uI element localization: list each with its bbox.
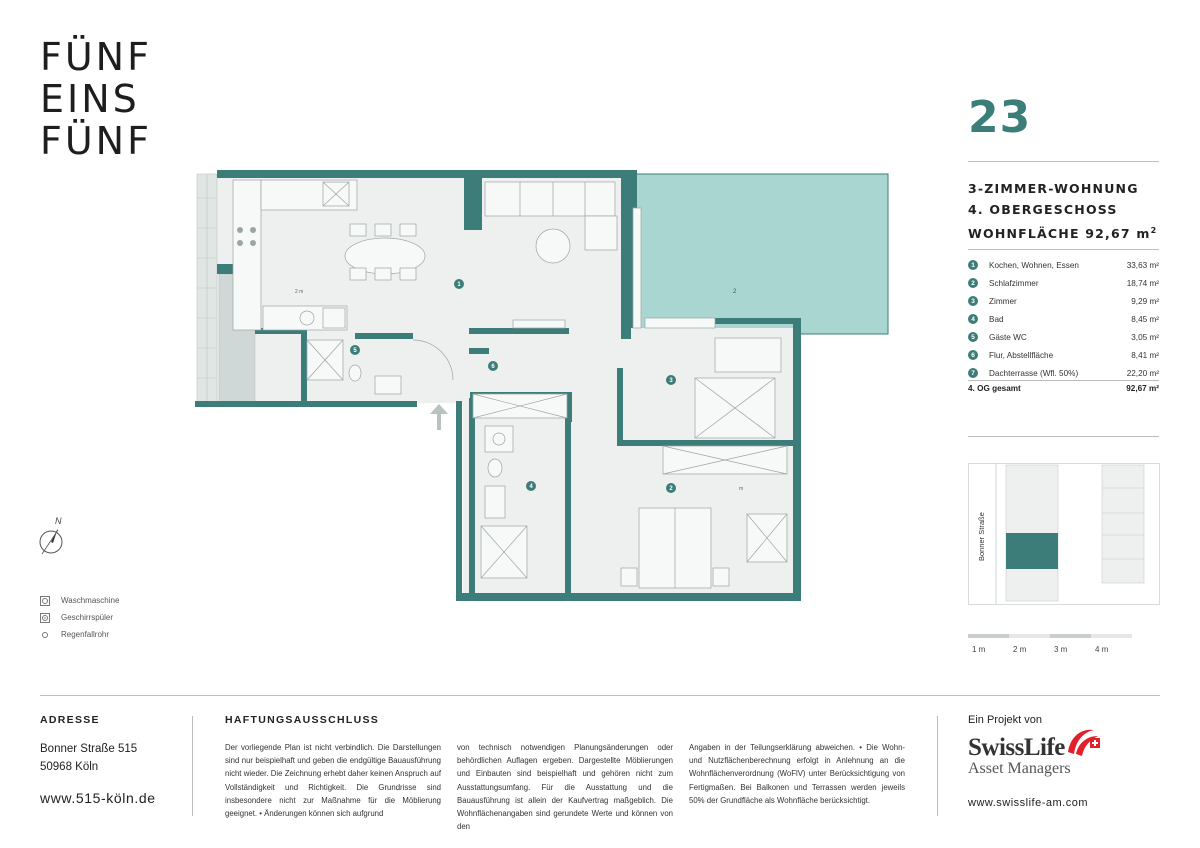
address-block — [40, 740, 137, 776]
room-number-badge: 2 — [968, 278, 978, 288]
divider — [968, 161, 1159, 162]
divider — [968, 249, 1159, 250]
address-heading: ADRESSE — [40, 714, 100, 726]
terrace-area — [635, 174, 888, 334]
unit-area — [968, 220, 1157, 244]
unit-area-sup: 2 — [1150, 226, 1158, 235]
logo-line-2: EINS — [40, 77, 140, 121]
swisslife-logo-icon — [1064, 724, 1102, 758]
room-area: 8,45 m² — [1131, 314, 1159, 324]
unit-area-text: WOHNFLÄCHE 92,67 m — [968, 226, 1151, 242]
swisslife-website-link[interactable]: www.swisslife-am.com — [968, 797, 1089, 809]
room-name: Zimmer — [989, 296, 1017, 306]
washing-machine-icon — [40, 596, 50, 606]
room-row — [968, 256, 1159, 274]
site-plan — [968, 463, 1160, 605]
brand-logo — [40, 36, 152, 162]
room-area: 18,74 m² — [1126, 278, 1159, 288]
room-number-badge: 7 — [968, 368, 978, 378]
legend — [40, 592, 119, 643]
room-name: Schlafzimmer — [989, 278, 1039, 288]
total-area: 92,67 m² — [1126, 384, 1159, 393]
room-name: Bad — [989, 314, 1004, 324]
divider — [192, 716, 193, 816]
unit-number: 23 — [968, 92, 1032, 143]
room-area: 22,20 m² — [1126, 368, 1159, 378]
plan-room-5: 5 — [353, 348, 357, 354]
room-number-badge: 3 — [968, 296, 978, 306]
divider — [937, 716, 938, 816]
terrace-label: 2 — [733, 289, 737, 295]
compass-icon — [36, 514, 70, 558]
plan-room-3: 3 — [669, 378, 673, 384]
scale-label: 4 m — [1095, 645, 1109, 654]
total-label: 4. OG gesamt — [968, 384, 1021, 393]
scale-label: 1 m — [972, 645, 986, 654]
disclaimer-heading: HAFTUNGSAUSSCHLUSS — [225, 714, 380, 726]
scale-label: 3 m — [1054, 645, 1068, 654]
room-row — [968, 346, 1159, 364]
legend-item — [40, 592, 119, 609]
legend-item — [40, 626, 119, 643]
room-area: 9,29 m² — [1131, 296, 1159, 306]
compass-north: N — [55, 516, 62, 526]
legend-item — [40, 609, 119, 626]
plan-room-6: 6 — [491, 364, 495, 370]
legend-label: Waschmaschine — [61, 596, 120, 605]
plan-room-2: 2 — [669, 486, 673, 492]
scale-bar — [968, 634, 1136, 654]
room-name: Flur, Abstellfläche — [989, 350, 1054, 360]
room-name: Dachterrasse (Wfl. 50%) — [989, 368, 1079, 378]
divider — [968, 436, 1159, 437]
room-number-badge: 5 — [968, 332, 978, 342]
room-name: Kochen, Wohnen, Essen — [989, 260, 1079, 270]
total-row — [968, 384, 1159, 393]
plan-room-1: 1 — [457, 282, 461, 288]
unit-floor: 4. OBERGESCHOSS — [968, 202, 1118, 217]
dimension-label: m — [739, 486, 744, 492]
dishwasher-icon — [40, 613, 50, 623]
footer-divider — [40, 695, 1160, 696]
unit-type: 3-ZIMMER-WOHNUNG — [968, 181, 1139, 196]
divider — [968, 380, 1159, 381]
floor-plan — [195, 168, 895, 602]
room-name: Gäste WC — [989, 332, 1027, 342]
room-row — [968, 310, 1159, 328]
legend-label: Regenfallrohr — [61, 630, 110, 639]
room-area: 8,41 m² — [1131, 350, 1159, 360]
room-area: 33,63 m² — [1126, 260, 1159, 270]
room-number-badge: 4 — [968, 314, 978, 324]
plan-room-4: 4 — [529, 484, 533, 490]
disclaimer-col-2: von technisch notwendigen Planungsänderungen oder behördlichen Auflagen ergeben. Dargestellte Möblierungen und Einbauten sind beispielhaft und gehören nicht zum Ausstattungsumfang. Für die Ausstattung und die Bauausführung ist allein der Kaufvertrag maßgeblich. Die Wohnflächenangaben sind gerundete Werte und können von den — [457, 743, 673, 832]
swisslife-logo-text: SwissLife — [968, 734, 1065, 761]
swisslife-logo-subtitle: Asset Managers — [968, 760, 1071, 777]
room-row — [968, 328, 1159, 346]
downpipe-icon — [40, 630, 50, 640]
disclaimer-col-3: Angaben in der Teilungserklärung abweichen. • Die Wohn- und Nutzflächenberechnung erfolgt in Anlehnung an die Wohnflächenverordnung (WoFlV) unter Berücksichtigung von Fertigmaßen. Bei Balkonen und Terrassen werden jeweils 50% der Grundfläche als Wohnfläche berücksichtigt. — [689, 743, 905, 805]
room-row — [968, 292, 1159, 310]
logo-line-3: FÜNF — [40, 119, 152, 163]
entrance-arrow-icon — [430, 404, 448, 430]
address-street: Bonner Straße 515 — [40, 743, 138, 755]
project-label: Ein Projekt von — [968, 714, 1042, 726]
room-number-badge: 6 — [968, 350, 978, 360]
disclaimer-col-1: Der vorliegende Plan ist nicht verbindlich. Die Darstellungen sind nur beispielhaft und geben die endgültige Bauausführung nicht wieder. Die Zeichnung erhebt daher keinen Anspruch auf Vollständigkeit und Richtigkeit. Die Grundrisse sind insbesondere nicht zur Maßnahme für die Möblierung geeignet. • Änderungen können sich aufgrund — [225, 743, 441, 819]
address-city: 50968 Köln — [40, 761, 99, 773]
website-link[interactable]: www.515-köln.de — [40, 790, 156, 806]
room-area: 3,05 m² — [1131, 332, 1159, 342]
room-list — [968, 256, 1159, 382]
room-row — [968, 274, 1159, 292]
logo-line-1: FÜNF — [40, 35, 152, 79]
street-name: Bonner Straße — [977, 512, 986, 561]
unit-info — [968, 178, 1157, 244]
legend-label: Geschirrspüler — [61, 613, 114, 622]
room-number-badge: 1 — [968, 260, 978, 270]
scale-label: 2 m — [1013, 645, 1027, 654]
dimension-label: 2 m — [295, 289, 304, 295]
